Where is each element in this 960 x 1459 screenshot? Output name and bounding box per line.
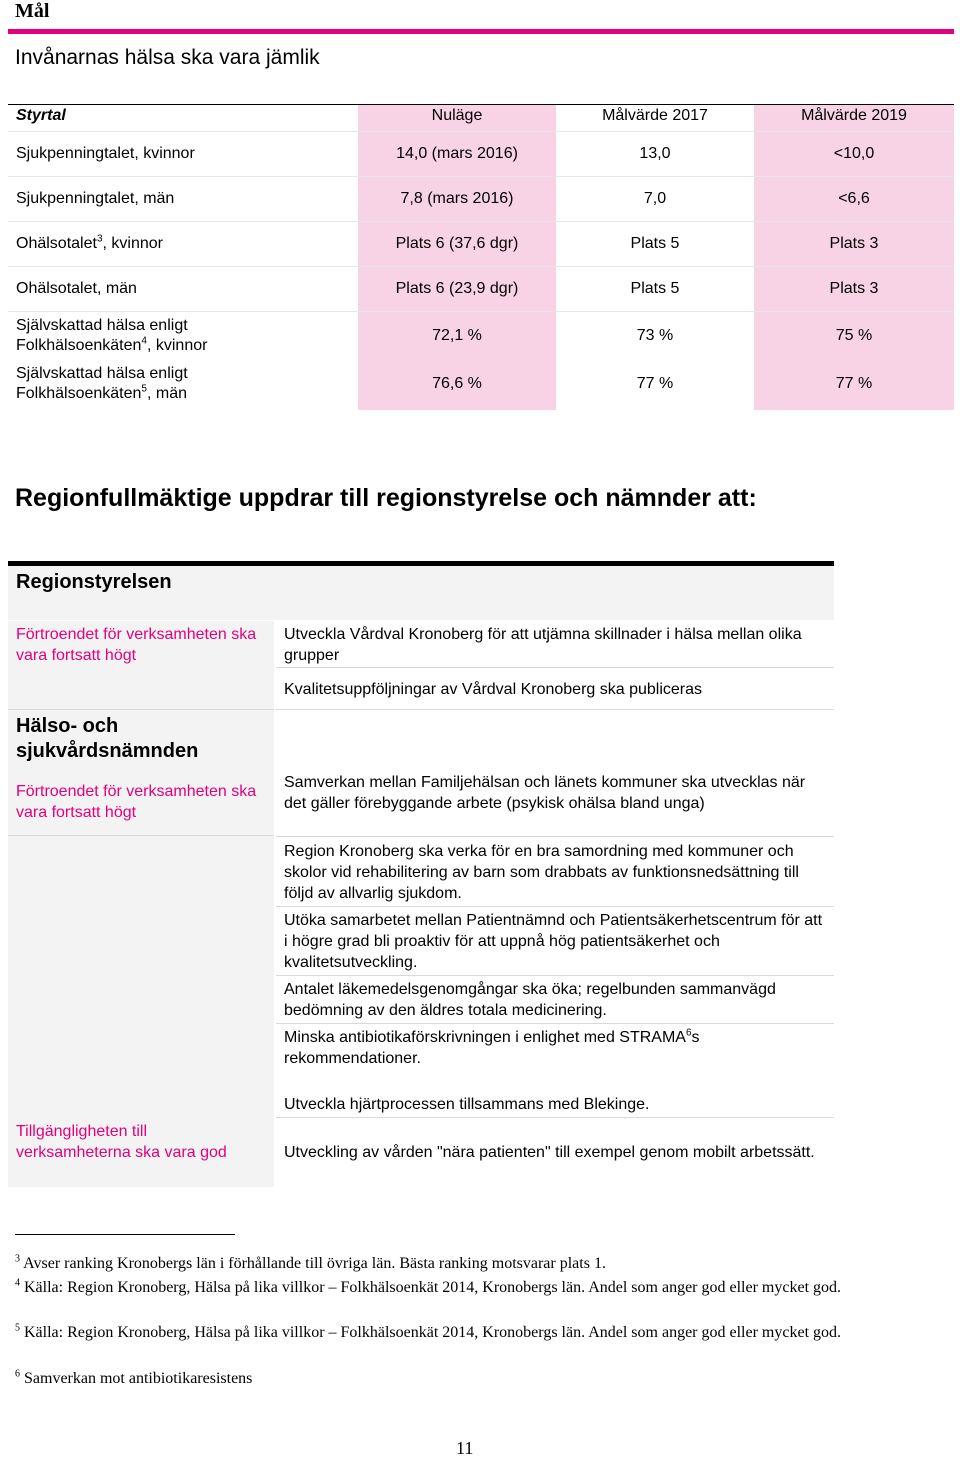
cell-value: Plats 5: [630, 235, 680, 252]
row-separator: [8, 709, 274, 710]
row-separator: [276, 1117, 834, 1118]
cell-value: 77 %: [636, 375, 674, 392]
cell-value: 7,0: [643, 190, 667, 207]
row-separator: [276, 709, 834, 710]
cell-value: 75 %: [835, 327, 873, 344]
column-header: Nuläge: [431, 107, 483, 124]
task-item: Antalet läkemedelsgenomgångar ska öka; regelbunden sammanvägd bedömning av den äldres totala medicinering.: [284, 981, 776, 1019]
accent-bar: [8, 29, 954, 34]
cell-value: Plats 5: [630, 280, 680, 297]
footnote-ref: 5: [141, 383, 147, 395]
cell-value: Plats 3: [829, 235, 879, 252]
cell-value: <6,6: [838, 190, 870, 207]
table-row: [8, 312, 954, 358]
table-row: [8, 177, 954, 222]
task-item: Samverkan mellan Familjehälsan och länets kommuner ska utvecklas när det gäller förebyggande arbete (psykisk ohälsa bland unga): [284, 774, 806, 812]
row-label: Sjukpenningtalet, män: [16, 190, 175, 207]
row-separator: [8, 835, 274, 836]
footnote-rule: [15, 1234, 235, 1235]
task-item: Utveckla hjärtprocessen tillsammans med Blekinge.: [284, 1096, 650, 1113]
cell-value: 77 %: [835, 375, 873, 392]
row-label: Sjukpenningtalet, kvinnor: [16, 145, 195, 162]
cell-value: 7,8 (mars 2016): [400, 190, 514, 207]
goal-column: [8, 621, 274, 1187]
footnote: $^4$ Källa: Region Kronoberg, Hälsa på lika villkor – Folkhälsoenkät 2014, Kronobergs län. Andel som anger god eller mycket god.: [15, 1277, 842, 1296]
cell-value: 13,0: [639, 145, 671, 162]
cell-value: 14,0 (mars 2016): [396, 145, 518, 162]
cell-value: 72,1 %: [432, 327, 482, 344]
row-separator: [276, 1023, 834, 1024]
goal-label: Förtroendet för verksamheten ska vara fortsatt högt: [16, 626, 257, 664]
row-separator: [276, 906, 834, 907]
assignments-heading: Regionfullmäktige uppdrar till regionstyrelse och nämnder att:: [15, 484, 757, 512]
row-label: Självskattad hälsa enligt Folkhälsoenkäten$^5$, män: [16, 365, 188, 402]
unit-name-regionstyrelsen: Regionstyrelsen: [16, 571, 172, 593]
task-item: Region Kronoberg ska verka för en bra samordning med kommuner och skolor vid rehabilitering av barn som drabbats av funktionsnedsättning till följd av allvarlig sjukdom.: [284, 843, 799, 902]
table-header-row: [8, 104, 954, 132]
table-row: [8, 358, 954, 410]
row-separator: [276, 667, 834, 668]
indicator-table: [8, 104, 954, 410]
column-header-styrtal: Styrtal: [16, 107, 66, 124]
section-heading: Mål: [15, 0, 50, 22]
footnote: $^6$ Samverkan mot antibiotikaresistens: [15, 1368, 253, 1387]
row-separator: [276, 975, 834, 976]
column-header: Målvärde 2017: [602, 107, 708, 124]
table-row: [8, 132, 954, 177]
footnote-ref: 4: [141, 335, 147, 347]
goal-title: Invånarnas hälsa ska vara jämlik: [15, 46, 320, 69]
row-label: Självskattad hälsa enligt Folkhälsoenkäten$^4$, kvinnor: [16, 317, 208, 354]
page-number: 11: [456, 1438, 474, 1458]
table-row: [8, 267, 954, 312]
footnote: $^5$ Källa: Region Kronoberg, Hälsa på lika villkor – Folkhälsoenkät 2014, Kronobergs län. Andel som anger god eller mycket god.: [15, 1322, 842, 1341]
column-header: Målvärde 2019: [801, 107, 907, 124]
goal-label: Förtroendet för verksamheten ska vara fortsatt högt: [16, 783, 257, 821]
cell-value: <10,0: [833, 145, 875, 162]
cell-value: Plats 3: [829, 280, 879, 297]
footnote-ref: 3: [96, 233, 103, 245]
unit-name-halso-och-sjukvardsnamnden: Hälso- och sjukvårdsnämnden: [16, 715, 199, 762]
task-item: Utveckla Vårdval Kronoberg för att utjämna skillnader i hälsa mellan olika grupper: [284, 626, 802, 664]
task-item: Utöka samarbetet mellan Patientnämnd och Patientsäkerhetscentrum för att i högre grad bli proaktiv för att uppnå hög patientsäkerhet och kvalitetsutveckling.: [284, 912, 823, 971]
cell-value: Plats 6 (23,9 dgr): [395, 280, 519, 297]
footnote-ref: 6: [685, 1027, 692, 1039]
task-item: Minska antibiotikaförskrivningen i enlighet med STRAMA$^6$s rekommendationer.: [284, 1027, 700, 1067]
footnote: $^3$ Avser ranking Kronobergs län i förhållande till övriga län. Bästa ranking motsvarar plats 1.: [15, 1253, 606, 1272]
cell-value: 76,6 %: [432, 375, 482, 392]
task-item: Utveckling av vården "nära patienten" till exempel genom mobilt arbetssätt.: [284, 1144, 815, 1161]
task-item: Kvalitetsuppföljningar av Vårdval Kronoberg ska publiceras: [284, 681, 703, 698]
cell-value: 73 %: [636, 327, 674, 344]
assignments-table: [8, 561, 834, 1191]
table-row: [8, 222, 954, 267]
cell-value: Plats 6 (37,6 dgr): [395, 235, 519, 252]
goal-label: Tillgängligheten till verksamheterna ska vara god: [16, 1123, 227, 1161]
row-label: Ohälsotalet, män: [16, 280, 137, 297]
row-separator: [276, 836, 834, 837]
row-label: Ohälsotalet$^3$, kvinnor: [16, 233, 163, 252]
